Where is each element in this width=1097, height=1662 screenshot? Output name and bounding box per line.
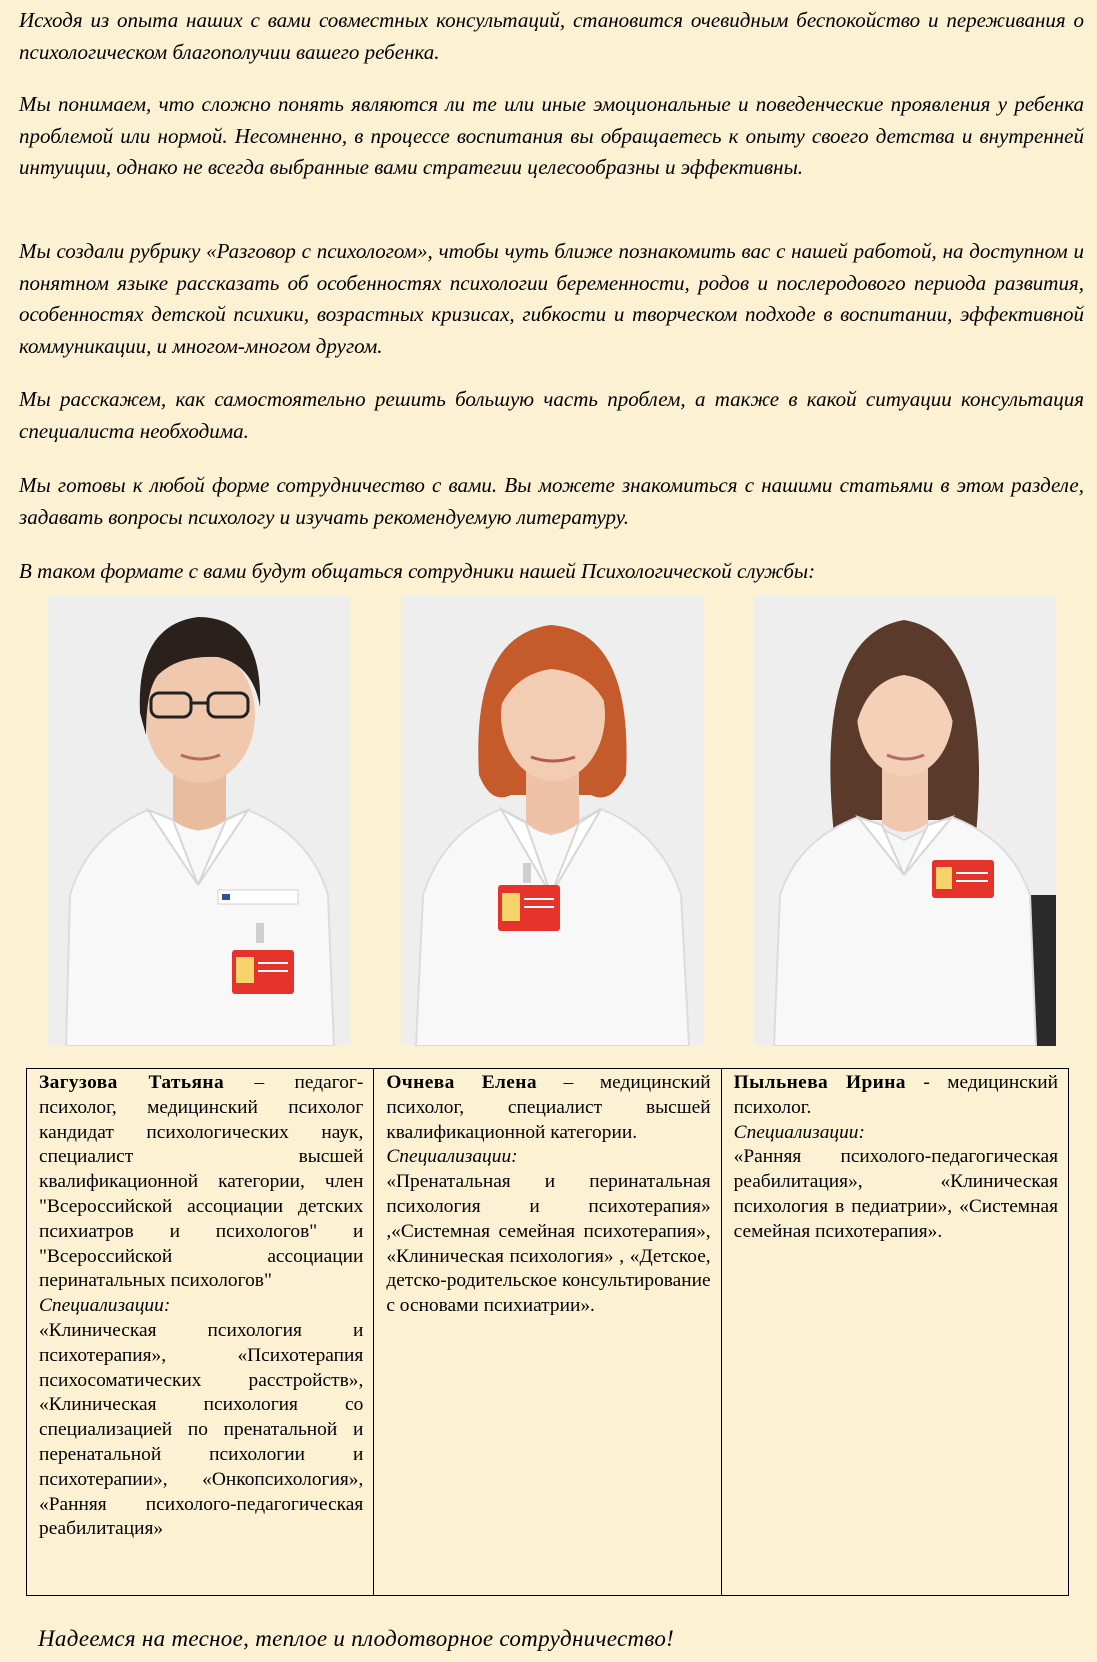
intro-paragraph-4: Мы расскажем, как самостоятельно решить большую часть проблем, а также в какой ситуации консультация специалиста необходима. — [19, 387, 1084, 443]
table-row — [27, 1069, 1069, 1596]
staff-name: Загузова Татьяна — [39, 1072, 225, 1093]
staff-description: - медицинский психолог. — [733, 1072, 1059, 1118]
bio-cell-ochneva — [374, 1069, 721, 1596]
intro-paragraph-2: Мы понимаем, что сложно понять являются ли те или иные эмоциональные и поведенческие проявления у ребенка проблемой или нормой. Несомненно, в процессе воспитания вы обращаетесь к опыту своего детства и внутренней интуиции, однако не всегда выбранные вами стратегии целесообразны и эффективны. — [19, 92, 1084, 179]
staff-description: – педагог-психолог, медицинский психолог кандидат психологических наук, специалист высшей квалификационной категории, член "Всероссийской ассоциации детских психиатров и психологов" и "Всероссийской ассоциации перинатальных психологов" — [39, 1072, 364, 1292]
intro-paragraph-1: Исходя из опыта наших с вами совместных консультаций, становится очевидным беспокойство и переживания о психологическом благополучии вашего ребенка. — [19, 8, 1084, 64]
staff-name: Пыльнева Ирина — [733, 1072, 906, 1093]
bio-cell-pylneva — [721, 1069, 1068, 1596]
specializations-label: Специализации: — [386, 1146, 518, 1168]
specializations-label: Специализации: — [733, 1121, 865, 1143]
specializations-list: «Пренатальная и перинатальная психология и психотерапия» ,«Системная семейная психотерапия», «Клиническая психология» , «Детское, детско-родительское консультирование с основами психиатрии». — [386, 1171, 711, 1317]
staff-photo-pylneva — [754, 595, 1056, 1046]
staff-name: Очнева Елена — [386, 1072, 537, 1093]
specializations-label: Специализации: — [39, 1295, 171, 1317]
intro-paragraph-3: Мы создали рубрику «Разговор с психологом», чтобы чуть ближе познакомить вас с нашей работой, на доступном и понятном языке рассказать об особенностях психологии беременности, родов и послеродового периода развития, особенностях детской психики, возрастных кризисах, гибкости и творческом подходе в воспитании, эффективной коммуникации, и многом-многом другом. — [19, 239, 1084, 358]
staff-description: – медицинский психолог, специалист высшей квалификационной категории. — [386, 1072, 711, 1143]
staff-photo-ochneva — [401, 595, 703, 1046]
staff-photo-zaguzova — [48, 595, 350, 1046]
closing-text: Надеемся на тесное, теплое и плодотворное сотрудничество! — [38, 1626, 675, 1651]
intro-paragraph-5: Мы готовы к любой форме сотрудничество с вами. Вы можете знакомиться с нашими статьями в этом разделе, задавать вопросы психологу и изучать рекомендуемую литературу. — [19, 473, 1084, 529]
portrait-photo-icon — [48, 595, 350, 1046]
specializations-list: «Ранняя психолого-педагогическая реабилитация», «Клиническая психология в педиатрии», «Системная семейная психотерапия». — [733, 1146, 1058, 1242]
portrait-photo-icon — [754, 595, 1056, 1046]
staff-lead-text: В таком формате с вами будут общаться сотрудники нашей Психологической службы: — [19, 559, 816, 583]
specializations-list: «Клиническая психология и психотерапия», «Психотерапия психосоматических расстройств», «Клиническая психология со специализацией по пренатальной и перенатальной психологии и психотерапии», «Онкопсихология», «Ранняя психолого-педагогическая реабилитация» — [39, 1319, 364, 1540]
bio-cell-zaguzova — [27, 1069, 374, 1596]
staff-bios-table — [26, 1068, 1069, 1596]
portrait-photo-icon — [401, 595, 703, 1046]
